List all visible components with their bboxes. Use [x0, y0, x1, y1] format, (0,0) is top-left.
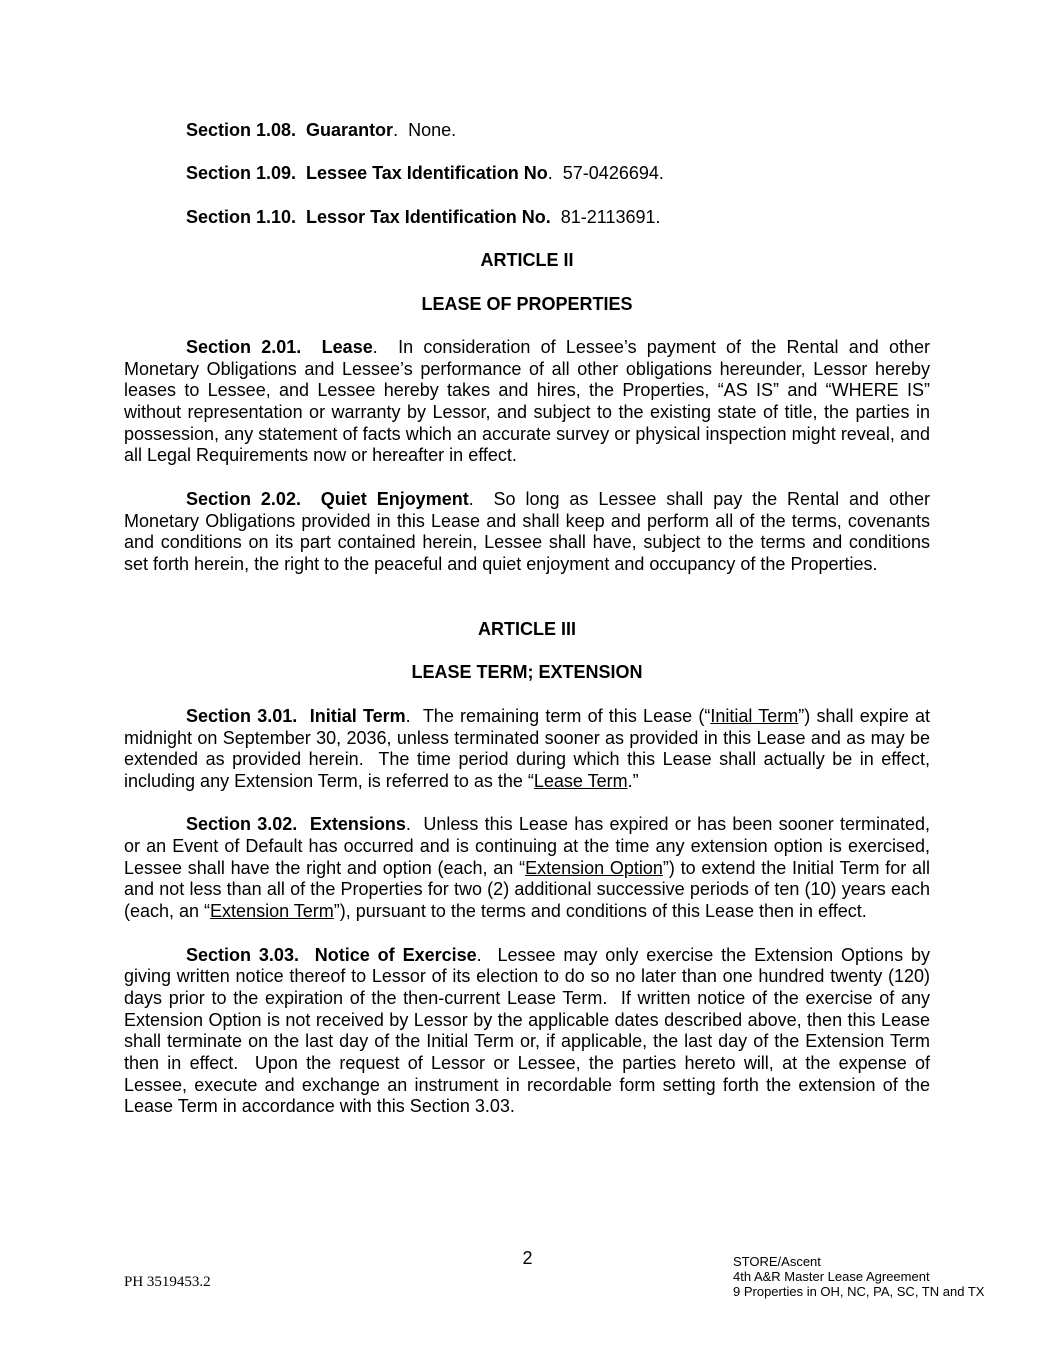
text-run: Section 2.01. Lease — [186, 336, 373, 357]
footer-right-line-3: 9 Properties in OH, NC, PA, SC, TN and TX — [733, 1284, 985, 1299]
section-3-02-extensions-paragraph — [124, 814, 936, 923]
article-2-subheading: LEASE OF PROPERTIES — [421, 293, 633, 314]
text-run: ”), pursuant to the terms and conditions of this Lease then in effect. — [333, 901, 867, 922]
text-run: ”) shall expire at midnight on September 30, 2036, unless terminated sooner as provided in this Lease and as may be extended as provided herein. The time period during which this Lease shall actually be in effect, including any Extension Term, is referred to as the “ — [124, 705, 936, 791]
text-run: . Lessee may only exercise the Extension Options by giving written notice thereof to Lessor of its election to do so no later than one hundred twenty (120) days prior to the expiration of the then-current Lease Term. If written notice of the exercise of any Extension Option is not received by Lessor by the applicable dates described above, then this Lease shall terminate on the last day of the Initial Term or, if applicable, the last day of the Extension Term then in effect. Upon the request of Lessor or Lessee, the parties hereto will, at the expense of Lessee, execute and exchange an instrument in recordable form setting forth the extension of the Lease Term in accordance with this Section 3.03. — [124, 944, 936, 1117]
text-run: Section 3.01. Initial Term — [186, 705, 406, 726]
section-1-10-lessor-tax-id — [124, 207, 930, 229]
section-1-09-lessee-tax-id — [124, 163, 930, 185]
page-number: 2 — [522, 1248, 533, 1268]
article-2-heading: ARTICLE II — [480, 250, 574, 271]
text-run: Extension Option — [525, 857, 663, 878]
text-run: 81-2113691. — [550, 206, 661, 227]
text-run: Section 3.02. Extensions — [186, 814, 406, 835]
footer-document-id: PH 3519453.2 — [124, 1274, 211, 1290]
text-run: Section 1.10. Lessor Tax Identification No. — [186, 206, 551, 227]
text-run: . So long as Lessee shall pay the Rental and other Monetary Obligations provided in this Lease and shall keep and perform all of the terms, covenants and conditions on its part contained herein, Lessee shall have, subject to the terms and conditions set forth herein, the right to the peaceful and quiet enjoyment and occupancy of the Properties. — [124, 488, 936, 574]
section-2-01-lease-paragraph — [124, 336, 936, 467]
article-3-subheading: LEASE TERM; EXTENSION — [411, 662, 643, 683]
text-run: . Unless this Lease has expired or has been sooner terminated, or an Event of Default has occurred and is continuing at the time any extension option is exercised, Lessee shall have the right and option (each, an “ — [124, 814, 936, 878]
text-run: .” — [627, 770, 639, 791]
document-content — [124, 0, 936, 1118]
section-2-02-quiet-enjoyment-paragraph — [124, 488, 936, 576]
text-run: Initial Term — [710, 705, 799, 726]
text-run: Section 2.02. Quiet Enjoyment — [186, 488, 469, 509]
text-run: Section 1.09. Lessee Tax Identification No — [186, 163, 548, 184]
text-run: Section 1.08. Guarantor — [186, 120, 394, 140]
footer-right-block — [733, 1254, 984, 1299]
section-3-01-initial-term-paragraph — [124, 705, 936, 793]
text-run: Lease Term — [533, 770, 628, 791]
section-1-08-guarantor — [124, 120, 930, 142]
text-run: . The remaining term of this Lease (“ — [405, 705, 711, 726]
text-run: . In consideration of Lessee’s payment of the Rental and other Monetary Obligations and Lessee’s performance of all other obligations hereunder, Lessor hereby leases to Lessee, and Lessee hereby takes and hires, the Properties, “AS IS” and “WHERE IS” without representation or warranty by Lessor, and subject to the existing state of title, the parties in possession, any statement of facts which an accurate survey or physical inspection might reveal, and all Legal Requirements now or hereafter in effect. — [124, 336, 936, 466]
article-3-heading: ARTICLE III — [478, 619, 576, 640]
text-run: Section 3.03. Notice of Exercise — [186, 944, 477, 965]
text-run: ”) to extend the Initial Term for all and not less than all of the Properties for two (2) additional successive periods of ten (10) years each (each, an “ — [124, 857, 936, 922]
footer-right-line-2: 4th A&R Master Lease Agreement — [733, 1269, 930, 1284]
text-run: . 57-0426694. — [547, 163, 664, 184]
text-run: . None. — [393, 120, 457, 140]
text-run: Extension Term — [210, 901, 334, 922]
footer-right-line-1: STORE/Ascent — [733, 1254, 821, 1269]
section-3-03-notice-of-exercise-paragraph — [124, 944, 936, 1119]
